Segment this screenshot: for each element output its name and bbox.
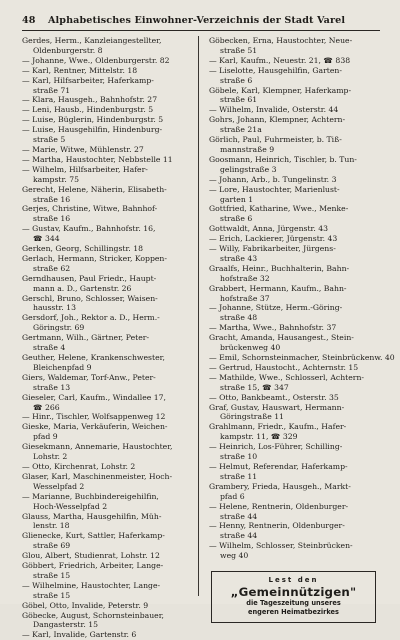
entry-continuation: gelingstraße 3 — [220, 164, 277, 174]
entry-line: — Mathilde, Wwe., Schlosserl, Achtern- — [209, 372, 365, 382]
directory-entry — [22, 165, 189, 185]
entry-continuation: straße 6 — [220, 214, 253, 224]
entry-line: — Luise, Hausgehilfin, Hindenburg- — [22, 125, 163, 135]
entry-continuation: straße 62 — [33, 263, 71, 273]
columns — [22, 36, 395, 640]
directory-entry — [209, 541, 380, 561]
entry-line: Geuther, Helene, Krankenschwester, — [22, 353, 165, 362]
entry-continuation: straße 48 — [220, 313, 258, 323]
entry-line: — Wilhelmine, Haustochter, Lange- — [22, 580, 161, 590]
entry-line: Göbecken, Erna, Haustochter, Neue- — [209, 36, 353, 45]
entry-continuation: pfad 6 — [220, 491, 245, 501]
directory-entry — [209, 482, 380, 502]
right-column-entries — [209, 36, 395, 561]
entry-line: Gerecht, Helene, Näherin, Elisabeth- — [22, 184, 167, 194]
entry-continuation: straße 15 — [33, 590, 71, 600]
entry-line: Göbel, Otto, Invalide, Peterstr. 9 — [22, 600, 149, 610]
entry-line: Gersdorf, Joh., Rektor a. D., Herm.- — [22, 313, 160, 323]
directory-entry — [209, 204, 380, 224]
entry-line: — Martha, Haustochter, Nebbstelle 11 — [22, 154, 173, 164]
entry-continuation: Göringstraße 11 — [220, 412, 284, 422]
page-title: Alphabetisches Einwohner-Verzeichnis der Stadt Varel — [48, 15, 346, 26]
entry-continuation: straße 71 — [33, 85, 71, 95]
entry-line: — Gustav, Kaufm., Bahnhofstr. 16, — [22, 224, 156, 234]
directory-entry — [209, 353, 395, 363]
newspaper-advertisement — [211, 571, 376, 623]
entry-line: — Martha, Wwe., Bahnhofstr. 37 — [209, 323, 337, 333]
entry-continuation: straße 5 — [33, 135, 66, 145]
entry-line: — Helmut, Referendar, Haferkamp- — [209, 461, 348, 471]
entry-line: Gohrs, Johann, Klempner, Achtern- — [209, 115, 346, 125]
entry-line: — Emil, Schornsteinmacher, Steinbrückenw. 40 — [209, 353, 395, 362]
directory-entry — [22, 412, 189, 422]
directory-entry — [22, 561, 189, 581]
entry-continuation: mannstraße 9 — [220, 144, 275, 154]
entry-continuation: Oldenburgerstr. 8 — [33, 45, 103, 55]
right-column — [199, 36, 395, 617]
directory-entry — [22, 512, 189, 532]
directory-entry — [22, 145, 189, 155]
directory-entry — [22, 115, 189, 125]
entry-continuation: straße 6 — [220, 75, 253, 85]
entry-continuation: straße 10 — [220, 452, 258, 462]
entry-line: — Helene, Rentnerin, Oldenburger- — [209, 501, 349, 511]
entry-line: — Johann, Arb., b. Tungelinstr. 3 — [209, 174, 337, 184]
entry-line: Gottwaldt, Anna, Jürgenstr. 43 — [209, 224, 329, 234]
directory-entry — [209, 373, 380, 393]
directory-entry — [209, 234, 380, 244]
entry-continuation: garten 1 — [220, 194, 254, 204]
directory-entry — [209, 284, 380, 304]
entry-line: — Heinrich, Los-Führer, Schilling- — [209, 442, 343, 452]
entry-continuation: Göringstr. 69 — [33, 323, 85, 333]
entry-continuation: straße 16 — [33, 194, 71, 204]
entry-line: Graf, Gustav, Hauswart, Hermann- — [209, 402, 345, 412]
entry-continuation: straße 44 — [220, 511, 258, 521]
entry-line: Gieske, Maria, Verkäuferin, Weichen- — [22, 422, 168, 432]
entry-continuation: pfad 9 — [33, 432, 58, 442]
entry-continuation: weg 40 — [220, 551, 249, 561]
entry-line: Gerschl, Bruno, Schlosser, Waisen- — [22, 293, 158, 303]
directory-entry — [22, 105, 189, 115]
entry-line: Gerken, Georg, Schillingstr. 18 — [22, 244, 143, 254]
directory-entry — [209, 155, 380, 175]
directory-entry — [209, 66, 380, 86]
entry-continuation: straße 69 — [33, 541, 71, 551]
entry-continuation: straße 21a — [220, 125, 262, 135]
entry-line: — Willy, Fabrikarbeiter, Jürgens- — [209, 244, 336, 254]
directory-entry — [209, 303, 380, 323]
entry-continuation: kampstr. 11, ☎ 329 — [220, 432, 298, 442]
directory-entry — [209, 323, 380, 333]
entry-line: — Luise, Büglerin, Hindenburgstr. 5 — [22, 115, 164, 125]
entry-line: — Johanne, Wwe., Oldenburgerstr. 82 — [22, 55, 170, 65]
directory-entry — [22, 373, 189, 393]
directory-entry — [22, 76, 189, 96]
entry-line: Gracht, Amanda, Hausangest., Stein- — [209, 333, 354, 343]
entry-continuation: hausstr. 13 — [33, 303, 76, 313]
directory-entry — [209, 393, 380, 403]
entry-continuation: straße 4 — [33, 343, 66, 353]
ad-line-2: „Gemeinnützigen" — [230, 585, 357, 600]
entry-continuation: kampstr. 75 — [33, 174, 79, 184]
directory-entry — [209, 86, 380, 106]
entry-continuation: lenstr. 18 — [33, 521, 70, 531]
entry-line: — Karl, Rentner, Mittelstr. 18 — [22, 65, 138, 75]
entry-continuation: Dangasterstr. 15 — [33, 620, 98, 630]
entry-continuation: Bleichenpfad 9 — [33, 362, 92, 372]
entry-continuation: straße 15, ☎ 347 — [220, 382, 289, 392]
entry-line: Grabbert, Hermann, Kaufm., Bahn- — [209, 283, 347, 293]
entry-line: Grahlmann, Friedr., Kaufm., Hafer- — [209, 422, 347, 432]
directory-entry — [209, 521, 380, 541]
entry-continuation: straße 61 — [220, 95, 258, 105]
entry-line: — Otto, Bankbeamt., Osterstr. 35 — [209, 392, 339, 402]
entry-continuation: straße 15 — [33, 570, 71, 580]
directory-entry — [22, 313, 189, 333]
entry-line: Graalfs, Heinr., Buchhalterin, Bahn- — [209, 263, 350, 273]
entry-continuation: straße 51 — [220, 45, 258, 55]
page-header — [22, 14, 380, 27]
entry-line: Grambery, Frieda, Hausgeh., Markt- — [209, 481, 351, 491]
entry-line: Goosmann, Heinrich, Tischler, b. Tun- — [209, 154, 357, 164]
entry-continuation: straße 11 — [220, 471, 258, 481]
entry-line: — Wilhelm, Invalide, Osterstr. 44 — [209, 105, 339, 115]
directory-entry — [209, 333, 380, 353]
directory-entry — [209, 36, 380, 56]
entry-line: — Wilhelm, Hilfsarbeiter, Hafer- — [22, 164, 148, 174]
directory-entry — [22, 492, 189, 512]
directory-entry — [209, 105, 380, 115]
page-number: 48 — [22, 15, 36, 26]
directory-entry — [22, 581, 189, 601]
entry-line: — Hinr., Tischler, Wolfsappenweg 12 — [22, 412, 166, 422]
directory-entry — [22, 630, 189, 640]
directory-entry — [22, 66, 189, 76]
entry-continuation: brückenweg 40 — [220, 343, 281, 353]
directory-entry — [22, 95, 189, 105]
entry-line: Görlich, Paul, Fuhrmeister, b. Tiß- — [209, 135, 342, 145]
directory-entry — [209, 442, 380, 462]
entry-line: — Karl, Invalide, Gartenstr. 6 — [22, 630, 137, 640]
entry-line: Giers, Waldemar, Torf-Anw., Peter- — [22, 372, 156, 382]
header-rule — [22, 30, 380, 31]
entry-continuation: Lohstr. 2 — [33, 452, 68, 462]
entry-line: — Wilhelm, Schlosser, Steinbrücken- — [209, 541, 353, 551]
directory-entry — [209, 115, 380, 135]
directory-entry — [22, 393, 189, 413]
directory-entry — [22, 472, 189, 492]
entry-line: — Karl, Hilfsarbeiter, Haferkamp- — [22, 75, 154, 85]
directory-entry — [22, 611, 189, 631]
entry-line: Gieseler, Carl, Kaufm., Windallee 17, — [22, 392, 166, 402]
directory-entry — [209, 502, 380, 522]
entry-continuation: mann a. D., Gartenstr. 26 — [33, 283, 132, 293]
entry-line: — Marie, Witwe, Mühlenstr. 27 — [22, 144, 144, 154]
directory-entry — [22, 422, 189, 442]
entry-line: — Lore, Haustochter, Marienlust- — [209, 184, 340, 194]
directory-entry — [209, 403, 380, 423]
entry-continuation: hofstraße 32 — [220, 273, 270, 283]
entry-line: — Henny, Rentnerin, Oldenburger- — [209, 521, 345, 531]
entry-line: — Erich, Lackierer, Jürgenstr. 43 — [209, 234, 338, 244]
directory-entry — [22, 244, 189, 254]
ad-line-4: engeren Heimatbezirkes — [248, 608, 339, 617]
directory-entry — [22, 601, 189, 611]
directory-entry — [22, 531, 189, 551]
directory-entry — [22, 442, 189, 462]
entry-line: Göbbert, Friedrich, Arbeiter, Lange- — [22, 561, 164, 571]
entry-continuation: Hoch-Wesselpfad 2 — [33, 501, 108, 511]
directory-entry — [22, 56, 189, 66]
entry-line: Glauss, Martha, Hausgehilfin, Müh- — [22, 511, 162, 521]
entry-line: Gottfried, Katharine, Wwe., Menke- — [209, 204, 349, 214]
directory-entry — [22, 204, 189, 224]
entry-line: — Klara, Hausgeh., Bahnhofstr. 27 — [22, 95, 158, 105]
directory-entry — [22, 254, 189, 274]
entry-line: Gerdes, Herm., Kanzleiangestellter, — [22, 36, 162, 45]
entry-line: Giesekmann, Annemarie, Haustochter, — [22, 442, 173, 452]
entry-continuation: hofstraße 37 — [220, 293, 270, 303]
entry-line: Gertmann, Wilh., Gärtner, Peter- — [22, 333, 150, 343]
entry-continuation: straße 16 — [33, 214, 71, 224]
directory-entry — [209, 244, 380, 264]
directory-entry — [209, 224, 380, 234]
ad-line-1: Lest den — [268, 576, 319, 585]
entry-line: Gerlach, Hermann, Stricker, Koppen- — [22, 253, 167, 263]
entry-line: — Leni, Hausb., Hindenburgstr. 5 — [22, 105, 154, 115]
directory-entry — [22, 224, 189, 244]
directory-entry — [22, 462, 189, 472]
directory-entry — [209, 135, 380, 155]
entry-continuation: Wesselpfad 2 — [33, 481, 85, 491]
directory-entry — [209, 185, 380, 205]
entry-line: Gerndhausen, Paul Friedr., Haupt- — [22, 273, 157, 283]
directory-entry — [22, 155, 189, 165]
entry-continuation: straße 43 — [220, 253, 258, 263]
directory-entry — [209, 363, 380, 373]
entry-line: — Liselotte, Hausgehilfin, Garten- — [209, 65, 342, 75]
entry-line: Glienecke, Kurt, Sattler, Haferkamp- — [22, 531, 165, 541]
directory-entry — [22, 294, 189, 314]
directory-entry — [209, 462, 380, 482]
entry-line: Göbele, Karl, Klempner, Haferkamp- — [209, 85, 352, 95]
entry-line: Göbecke, August, Schornsteinbauer, — [22, 610, 164, 620]
entry-continuation: straße 13 — [33, 382, 71, 392]
directory-entry — [22, 274, 189, 294]
entry-line: — Otto, Kirchenrat, Lohstr. 2 — [22, 461, 136, 471]
directory-entry — [209, 422, 380, 442]
directory-entry — [22, 125, 189, 145]
entry-line: — Gertrud, Haustocht., Achternstr. 15 — [209, 362, 359, 372]
entry-continuation: ☎ 344 — [33, 234, 60, 244]
directory-entry — [209, 175, 380, 185]
directory-entry — [22, 353, 189, 373]
entry-line: — Marianne, Buchbindereigehilfin, — [22, 491, 159, 501]
ad-line-3: die Tageszeitung unseres — [246, 599, 341, 608]
entry-line: Glaser, Karl, Maschinenmeister, Hoch- — [22, 471, 173, 481]
entry-continuation: ☎ 266 — [33, 402, 60, 412]
entry-line: Glou, Albert, Studienrat, Lohstr. 12 — [22, 551, 160, 561]
directory-entry — [209, 264, 380, 284]
directory-entry — [22, 551, 189, 561]
directory-entry — [209, 56, 380, 66]
entry-line: — Johanne, Stütze, Herm.-Göring- — [209, 303, 343, 313]
directory-entry — [22, 185, 189, 205]
directory-entry — [22, 36, 189, 56]
left-column — [22, 36, 195, 640]
entry-continuation: straße 44 — [220, 531, 258, 541]
entry-line: Gerjes, Christine, Witwe, Bahnhof- — [22, 204, 158, 214]
entry-line: — Karl, Kaufm., Neuestr. 21, ☎ 838 — [209, 55, 351, 65]
directory-entry — [22, 333, 189, 353]
